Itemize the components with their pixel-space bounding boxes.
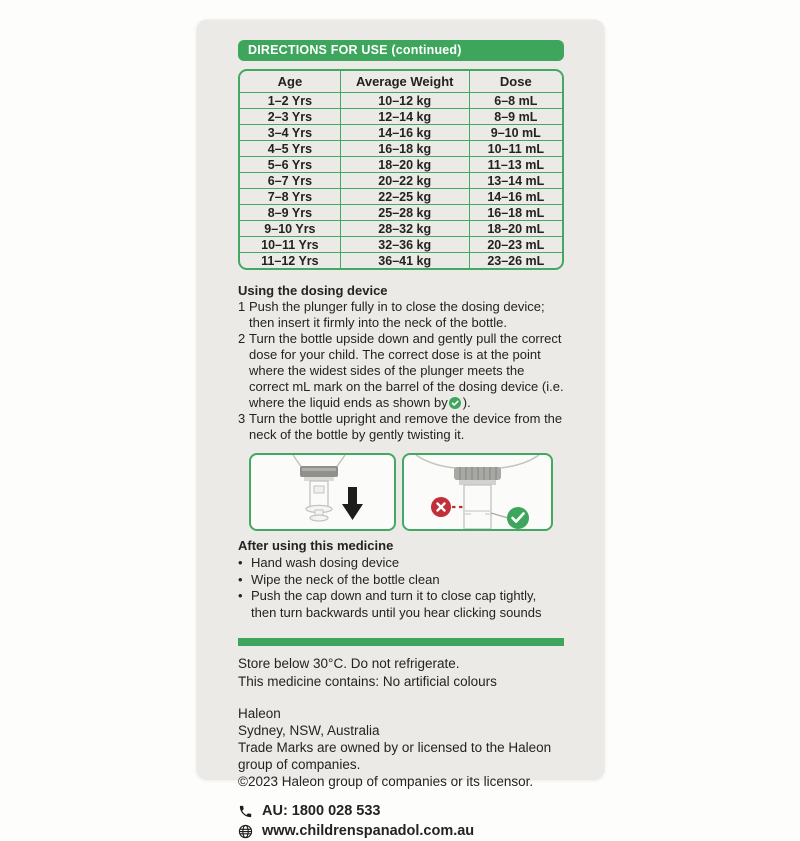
table-row bbox=[240, 141, 562, 157]
step-text bbox=[249, 331, 564, 411]
dose-cell: 11–13 mL bbox=[469, 157, 562, 173]
list-item bbox=[238, 588, 564, 621]
step-text: Push the plunger fully in to close the dosing device; then insert it firmly into the neck of the bottle. bbox=[249, 299, 545, 330]
table-row bbox=[240, 93, 562, 109]
company-block bbox=[238, 705, 564, 790]
column-header-weight: Average Weight bbox=[340, 71, 469, 93]
weight-cell: 20–22 kg bbox=[340, 173, 469, 189]
step-number: 1 bbox=[238, 299, 246, 314]
dose-cell: 9–10 mL bbox=[469, 125, 562, 141]
check-circle-icon bbox=[507, 507, 529, 529]
after-use-list bbox=[238, 555, 564, 621]
company-name: Haleon bbox=[238, 706, 281, 721]
age-cell: 4–5 Yrs bbox=[240, 141, 340, 157]
table-row bbox=[240, 125, 562, 141]
dose-cell: 10–11 mL bbox=[469, 141, 562, 157]
instruction-figures bbox=[238, 453, 564, 531]
step-number: 2 bbox=[238, 331, 246, 346]
dosing-step-1 bbox=[238, 299, 564, 331]
age-cell: 10–11 Yrs bbox=[240, 237, 340, 253]
dosing-device-heading: Using the dosing device bbox=[238, 283, 388, 298]
weight-cell: 10–12 kg bbox=[340, 93, 469, 109]
table-header-row bbox=[240, 71, 562, 93]
age-cell: 3–4 Yrs bbox=[240, 125, 340, 141]
bottle-upside-down-illustration bbox=[293, 455, 345, 521]
phone-number: AU: 1800 028 533 bbox=[262, 803, 381, 819]
dosage-table bbox=[238, 69, 564, 270]
dose-cell: 14–16 mL bbox=[469, 189, 562, 205]
age-cell: 6–7 Yrs bbox=[240, 173, 340, 189]
weight-cell: 28–32 kg bbox=[340, 221, 469, 237]
figure-insert-device bbox=[249, 453, 396, 531]
contact-block bbox=[238, 801, 564, 841]
list-item-text: Push the cap down and turn it to close cap tightly, then turn backwards until you hear clicking sounds bbox=[251, 588, 542, 620]
weight-cell: 18–20 kg bbox=[340, 157, 469, 173]
age-cell: 2–3 Yrs bbox=[240, 109, 340, 125]
company-address: Sydney, NSW, Australia bbox=[238, 723, 380, 738]
step-text: Turn the bottle upright and remove the device from the neck of the bottle by gently twisting it. bbox=[249, 411, 563, 442]
green-divider-bar bbox=[238, 638, 564, 646]
table-row bbox=[240, 109, 562, 125]
dose-cell: 13–14 mL bbox=[469, 173, 562, 189]
list-item bbox=[238, 555, 564, 572]
step-text-before: Turn the bottle upside down and gently pull the correct dose for your child. The correct dose is at the point where the widest sides of the plunger meets the correct mL mark on the barrel of the dosing device (i.e. where the liquid ends as shown by bbox=[249, 331, 564, 410]
dosing-step-3 bbox=[238, 411, 564, 443]
phone-icon bbox=[238, 804, 254, 819]
check-circle-icon bbox=[449, 397, 461, 409]
pointer-line bbox=[491, 513, 508, 518]
figure-correct-dose-mark bbox=[402, 453, 553, 531]
weight-cell: 16–18 kg bbox=[340, 141, 469, 157]
after-use-heading: After using this medicine bbox=[238, 538, 394, 553]
table-row bbox=[240, 237, 562, 253]
bullet-marker: • bbox=[238, 571, 243, 587]
directions-header-label: DIRECTIONS FOR USE (continued) bbox=[248, 43, 462, 57]
weight-cell: 22–25 kg bbox=[340, 189, 469, 205]
bullet-marker: • bbox=[238, 555, 243, 570]
list-item bbox=[238, 572, 564, 589]
age-cell: 5–6 Yrs bbox=[240, 157, 340, 173]
package-back-panel bbox=[197, 20, 604, 839]
dose-cell: 6–8 mL bbox=[469, 93, 562, 109]
weight-cell: 36–41 kg bbox=[340, 253, 469, 268]
bullet-marker: • bbox=[238, 588, 243, 603]
table-row bbox=[240, 253, 562, 268]
weight-cell: 32–36 kg bbox=[340, 237, 469, 253]
website-row bbox=[238, 821, 564, 841]
step-number: 3 bbox=[238, 411, 246, 426]
list-item-text: Wipe the neck of the bottle clean bbox=[251, 571, 440, 587]
copyright-statement: ©2023 Haleon group of companies or its licensor. bbox=[238, 774, 534, 789]
age-cell: 8–9 Yrs bbox=[240, 205, 340, 221]
age-cell: 1–2 Yrs bbox=[240, 93, 340, 109]
dose-cell: 23–26 mL bbox=[469, 253, 562, 268]
website-url: www.childrenspanadol.com.au bbox=[262, 823, 475, 839]
trademark-statement: Trade Marks are owned by or licensed to the Haleon group of companies. bbox=[238, 740, 552, 772]
weight-cell: 12–14 kg bbox=[340, 109, 469, 125]
table-row bbox=[240, 205, 562, 221]
table-row bbox=[240, 173, 562, 189]
age-cell: 9–10 Yrs bbox=[240, 221, 340, 237]
contains-statement: This medicine contains: No artificial colours bbox=[238, 674, 497, 689]
list-item-text: Hand wash dosing device bbox=[251, 555, 400, 570]
column-header-age: Age bbox=[240, 71, 340, 93]
dose-cell: 16–18 mL bbox=[469, 205, 562, 221]
dosing-step-2 bbox=[238, 331, 564, 411]
dose-cell: 8–9 mL bbox=[469, 109, 562, 125]
globe-icon bbox=[238, 824, 254, 839]
dose-cell: 20–23 mL bbox=[469, 237, 562, 253]
directions-header bbox=[238, 40, 564, 61]
table-row bbox=[240, 157, 562, 173]
age-cell: 7–8 Yrs bbox=[240, 189, 340, 205]
step-text-after: ). bbox=[462, 395, 471, 410]
column-header-dose: Dose bbox=[469, 71, 562, 93]
age-cell: 11–12 Yrs bbox=[261, 253, 319, 268]
dose-cell: 18–20 mL bbox=[469, 221, 562, 237]
down-arrow-icon bbox=[342, 487, 363, 520]
table-row bbox=[240, 189, 562, 205]
storage-instruction: Store below 30°C. Do not refrigerate. bbox=[238, 656, 460, 671]
weight-cell: 14–16 kg bbox=[340, 125, 469, 141]
weight-cell: 25–28 kg bbox=[340, 205, 469, 221]
cross-circle-icon bbox=[431, 497, 451, 517]
table-row bbox=[240, 221, 562, 237]
phone-row bbox=[238, 801, 564, 821]
